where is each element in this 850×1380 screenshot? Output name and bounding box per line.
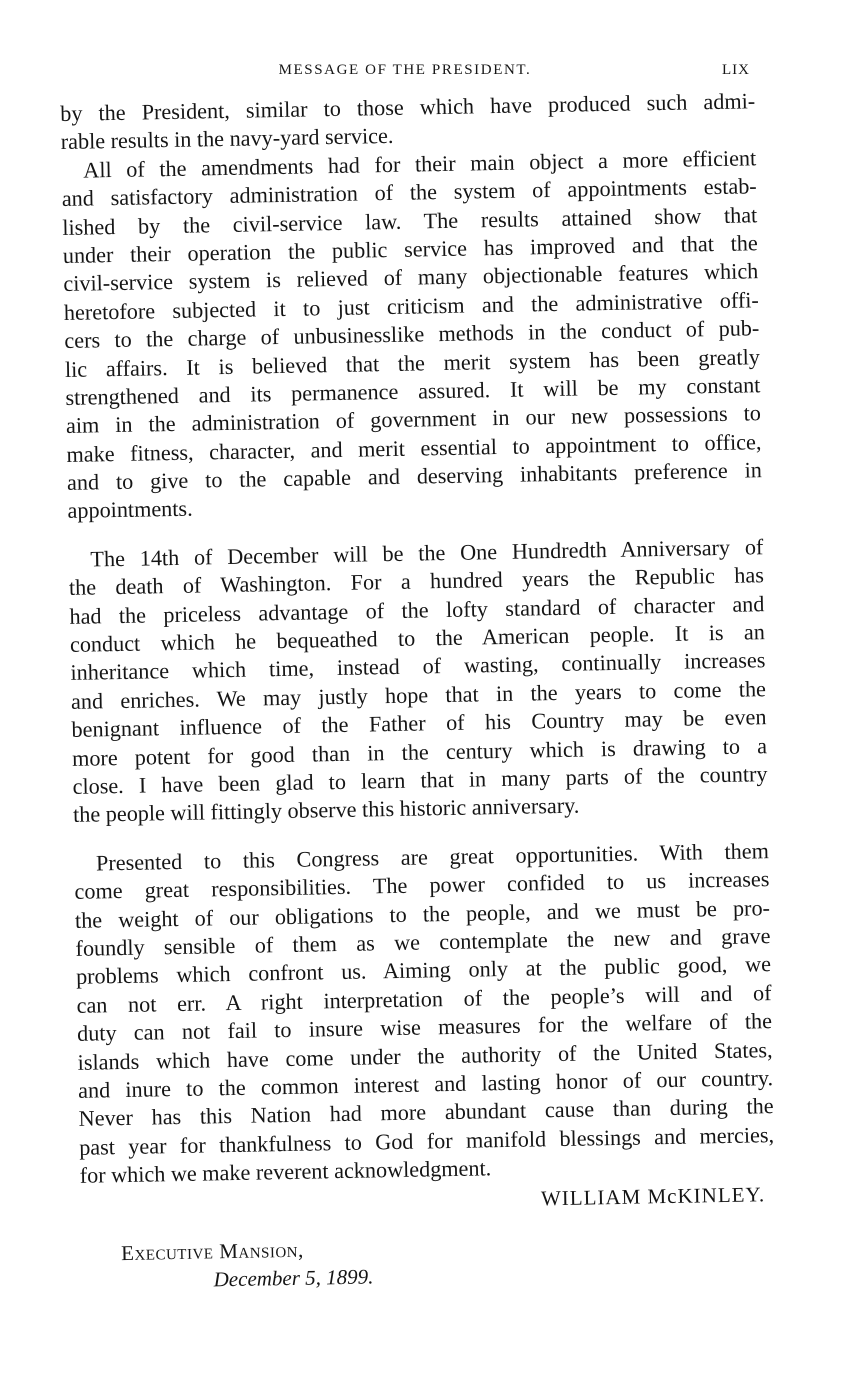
text-line: under their operation the public service has improved and that the — [62, 230, 758, 268]
text-line: Never has this Nation had more abundant cause than during the — [78, 1093, 774, 1132]
text-line: cers to the charge of unbusinesslike methods in the conduct of pub- — [64, 315, 760, 354]
text-line: benignant influence of the Father of his Country may be even — [71, 704, 767, 743]
text-line: strengthened and its permanence assured. It will be my constant — [65, 372, 761, 410]
text-line: come great responsibilities. The power confided to us increases — [74, 866, 770, 905]
text-line: the weight of our obligations to the people, and we must be pro- — [74, 894, 771, 933]
text-line: the people will fittingly observe this historic anniversary. — [72, 792, 580, 828]
text-line: by the President, similar to those which have produced such admi- — [60, 88, 756, 126]
text-line: and enriches. We may justly hope that in the years to come the — [70, 675, 767, 714]
text-line: the death of Washington. For a hundred years the Republic has — [68, 562, 765, 601]
page-number: LIX — [722, 62, 750, 78]
text-line: aim in the administration of government in our new possessions to — [65, 400, 762, 439]
text-line: duty can not fail to insure wise measures for the welfare of the — [76, 1008, 773, 1046]
text-line: Presented to this Congress are great opportunities. With them — [95, 837, 770, 876]
body-text — [60, 87, 777, 1296]
text-line: lished by the civil-service law. The results attained show that — [62, 201, 758, 240]
text-line: for which we make reverent acknowledgment. — [79, 1155, 492, 1188]
text-line: and to give to the capable and deserving inhabitants preference in — [66, 457, 763, 496]
text-line: rable results in the navy-yard service. — [60, 123, 394, 155]
text-line: lic affairs. It is believed that the merit system has been greatly — [64, 343, 761, 382]
text-line: heretofore subjected it to just criticism and the administrative offi- — [63, 286, 760, 325]
dateline — [81, 1228, 777, 1297]
text-line: The 14th of December will be the One Hundredth Anniversary of — [90, 534, 764, 572]
text-line: foundly sensible of them as we contemplate the new and grave — [75, 923, 771, 961]
running-title: MESSAGE OF THE PRESIDENT. — [278, 62, 532, 78]
text-line: inheritance which time, instead of wasting, continually increases — [70, 647, 766, 686]
text-line: problems which confront us. Aiming only at the public good, we — [75, 951, 772, 990]
paragraph — [61, 144, 763, 526]
text-line: close. I have been glad to learn that in many parts of the country — [72, 761, 768, 799]
text-line: had the priceless advantage of the lofty standard of character and — [69, 590, 765, 629]
text-line: more potent for good than in the century which is drawing to a — [71, 732, 768, 771]
text-line: All of the amendments had for their main object a more efficient — [83, 145, 757, 183]
text-line: can not err. A right interpretation of the people’s will and of — [76, 979, 772, 1018]
text-line: and inure to the common interest and lasting honor of our country. — [77, 1064, 774, 1103]
paragraph — [68, 533, 768, 830]
text-line: civil-service system is relieved of many objectionable features which — [63, 258, 759, 297]
text-line: islands which have come under the authority of the United States, — [77, 1036, 773, 1075]
signature: WILLIAM McKINLEY. — [540, 1182, 766, 1211]
text-line: appointments. — [67, 496, 193, 524]
text-line: conduct which he bequeathed to the American people. It is an — [69, 619, 766, 657]
text-line: past year for thankfulness to God for manifold blessings and mercies, — [78, 1121, 775, 1160]
text-line: and satisfactory administration of the system of appointments estab- — [61, 173, 757, 212]
dateline-date: December 5, 1899. — [213, 1264, 374, 1292]
text-line: make fitness, character, and merit essential to appointment to office, — [66, 428, 762, 467]
dateline-place: Executive Mansion, — [120, 1238, 304, 1266]
running-head — [60, 62, 750, 86]
paragraph — [74, 837, 775, 1190]
